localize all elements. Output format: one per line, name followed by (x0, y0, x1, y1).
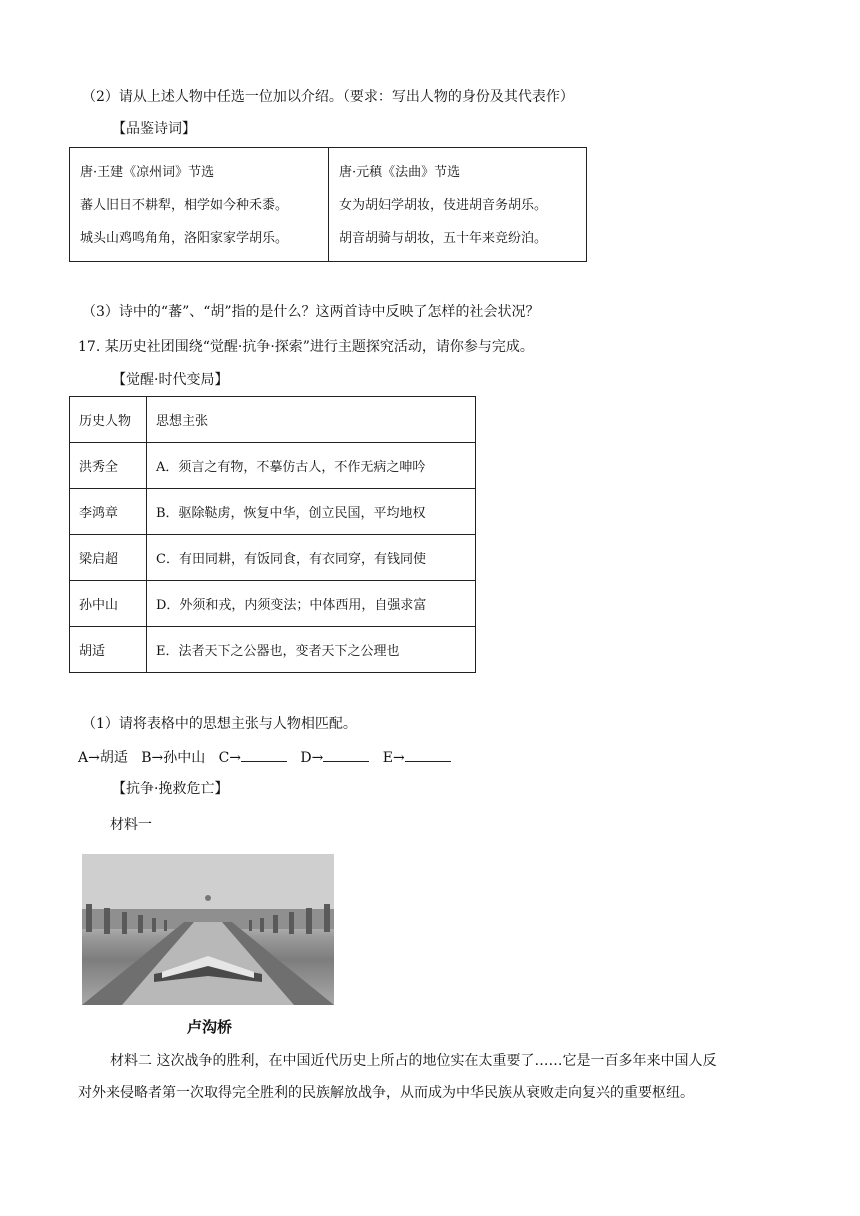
question-2-prompt: （2）请从上述人物中任选一位加以介绍。（要求：写出人物的身份及其代表作） (82, 89, 574, 105)
poetry-heading: 【品鉴诗词】 (112, 121, 196, 137)
table-cell-person: 李鸿章 (70, 489, 147, 535)
answer-blank-e[interactable] (405, 747, 451, 762)
poem-right-title: 唐·元稹《法曲》节选 (339, 165, 461, 180)
lugou-bridge-photo (82, 854, 334, 1005)
table-row (70, 535, 476, 581)
match-d: D→ (300, 750, 324, 766)
table-cell-person: 洪秀全 (70, 443, 147, 489)
awakening-heading: 【觉醒·时代变局】 (112, 372, 229, 388)
poem-left-line: 城头山鸡鸣角角，洛阳家家学胡乐。 (80, 231, 289, 246)
table-cell-idea: D．外须和戎，内须变法；中体西用，自强求富 (147, 581, 476, 627)
matching-answers (78, 747, 451, 768)
material-2-text-line-2: 对外来侵略者第一次取得完全胜利的民族解放战争，从而成为中华民族从衰败走向复兴的重要枢纽。 (78, 1085, 694, 1101)
poem-right-line: 胡音胡骑与胡妆，五十年来竞纷泊。 (339, 231, 548, 246)
photo-caption: 卢沟桥 (187, 1018, 233, 1036)
table-cell-person: 孙中山 (70, 581, 147, 627)
question-3-prompt: （3）诗中的“蕃”、“胡”指的是什么？这两首诗中反映了怎样的社会状况？ (82, 304, 540, 320)
match-b: B→孙中山 (141, 750, 206, 766)
bridge-illustration (82, 854, 334, 1005)
material-1-label: 材料一 (110, 817, 152, 833)
poem-left-line: 蕃人旧日不耕犁，相学如今种禾黍。 (80, 198, 289, 213)
poem-right-cell (329, 148, 587, 262)
match-c: C→ (218, 750, 242, 766)
table-row (70, 627, 476, 673)
table-cell-idea: E．法者天下之公器也，变者天下之公理也 (147, 627, 476, 673)
table-cell-idea: C．有田同耕，有饭同食，有衣同穿，有钱同使 (147, 535, 476, 581)
table-cell-person: 梁启超 (70, 535, 147, 581)
poem-right-line: 女为胡妇学胡妆，伎进胡音务胡乐。 (339, 198, 548, 213)
table-row (70, 581, 476, 627)
table-header-cell: 历史人物 (70, 397, 147, 443)
table-row (70, 489, 476, 535)
material-2-text-line-1: 材料二 这次战争的胜利，在中国近代历史上所占的地位实在太重要了……它是一百多年来中国人反 (110, 1053, 717, 1069)
table-cell-idea: B．驱除鞑虏，恢复中华，创立民国，平均地权 (147, 489, 476, 535)
ideas-table (69, 396, 476, 673)
table-row (70, 443, 476, 489)
table-cell-idea: A．须言之有物，不摹仿古人，不作无病之呻吟 (147, 443, 476, 489)
question-17-prompt: 17. 某历史社团围绕“觉醒·抗争·探索”进行主题探究活动，请你参与完成。 (78, 339, 534, 355)
struggle-heading: 【抗争·挽救危亡】 (112, 781, 229, 797)
question-17-1-prompt: （1）请将表格中的思想主张与人物相匹配。 (82, 716, 357, 732)
poem-left-cell (70, 148, 329, 262)
table-cell-person: 胡适 (70, 627, 147, 673)
match-e: E→ (382, 750, 405, 766)
poetry-table (69, 147, 587, 262)
match-a: A→胡适 (78, 750, 128, 766)
table-header-row (70, 397, 476, 443)
poem-left-title: 唐·王建《凉州词》节选 (80, 165, 215, 180)
answer-blank-d[interactable] (323, 747, 369, 762)
table-header-cell: 思想主张 (147, 397, 476, 443)
answer-blank-c[interactable] (241, 747, 287, 762)
